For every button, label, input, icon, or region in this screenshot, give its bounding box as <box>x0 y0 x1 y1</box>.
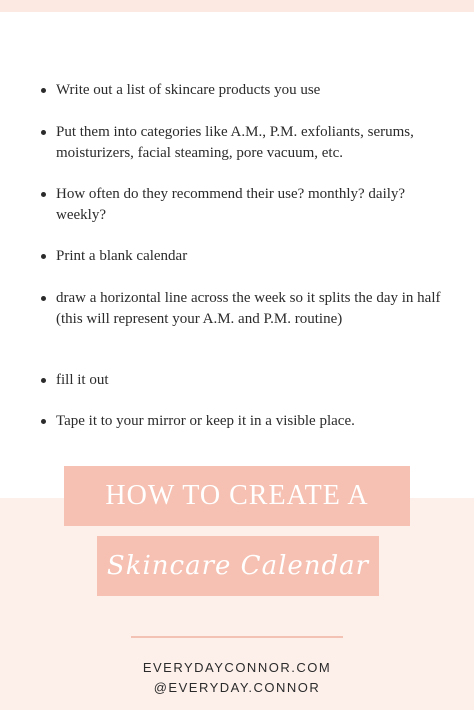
list-item <box>56 370 451 391</box>
step-text: Print a blank calendar <box>56 248 188 264</box>
step-text: fill it out <box>56 372 109 388</box>
bullet-icon <box>41 88 46 93</box>
title-line-1: HOW TO CREATE A <box>105 480 369 511</box>
bullet-icon <box>41 378 46 383</box>
step-text: How often do they recommend their use? monthly? daily? weekly? <box>56 186 406 223</box>
step-text: Write out a list of skincare products you use <box>56 82 321 98</box>
list-item <box>56 122 451 164</box>
bullet-icon <box>41 192 46 197</box>
bullet-icon <box>41 419 46 424</box>
footer-panel <box>0 498 474 710</box>
list-item <box>56 411 451 432</box>
title-line-2: Skincare Calendar <box>106 551 370 581</box>
top-band <box>0 0 474 12</box>
social-handle[interactable]: @EVERYDAY.CONNOR <box>153 680 321 695</box>
step-text: draw a horizontal line across the week so it splits the day in half (this will represent your A.M. and P.M. routine) <box>56 290 441 327</box>
website-link[interactable]: EVERYDAYCONNOR.COM <box>142 660 332 675</box>
bullet-icon <box>41 130 46 135</box>
bullet-icon <box>41 254 46 259</box>
divider <box>131 636 343 638</box>
step-text: Put them into categories like A.M., P.M. exfoliants, serums, moisturizers, facial steaming, pore vacuum, etc. <box>56 124 414 161</box>
list-item <box>56 246 451 267</box>
bullet-icon <box>41 296 46 301</box>
list-item <box>56 288 451 330</box>
list-item <box>56 80 451 101</box>
list-item <box>56 184 451 226</box>
step-text: Tape it to your mirror or keep it in a visible place. <box>56 413 355 429</box>
